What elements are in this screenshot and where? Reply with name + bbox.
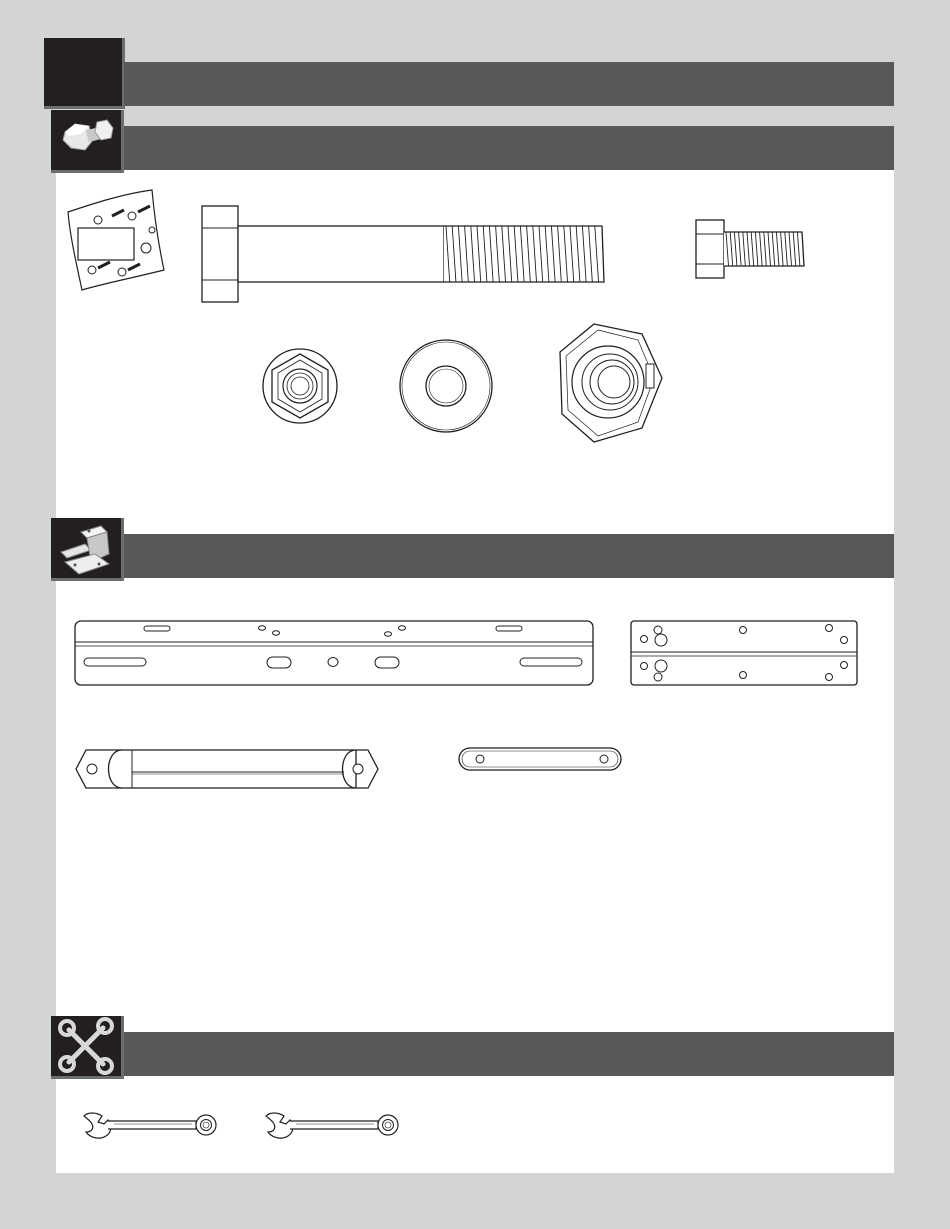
long-hex-bolt — [200, 204, 610, 304]
tools-section-bar — [124, 1032, 894, 1076]
hardware-section-bar — [124, 126, 894, 170]
page-title-bar — [124, 62, 894, 106]
short-angle-bracket — [630, 620, 858, 686]
long-channel-bracket — [74, 620, 594, 686]
u-channel-brace — [74, 746, 380, 792]
step-number-box — [44, 38, 125, 109]
flat-strap — [458, 746, 622, 772]
wrenches-icon — [51, 1016, 124, 1079]
hardware-bag — [62, 182, 166, 292]
flange-nut — [260, 346, 340, 426]
parts-section-bar — [124, 534, 894, 578]
combination-wrench — [264, 1110, 400, 1140]
lock-nut — [558, 322, 664, 444]
bolt-nut-icon — [51, 110, 124, 173]
flat-washer — [398, 338, 494, 434]
brackets-icon — [51, 518, 124, 581]
combination-wrench — [82, 1110, 218, 1140]
short-hex-bolt — [694, 218, 806, 280]
